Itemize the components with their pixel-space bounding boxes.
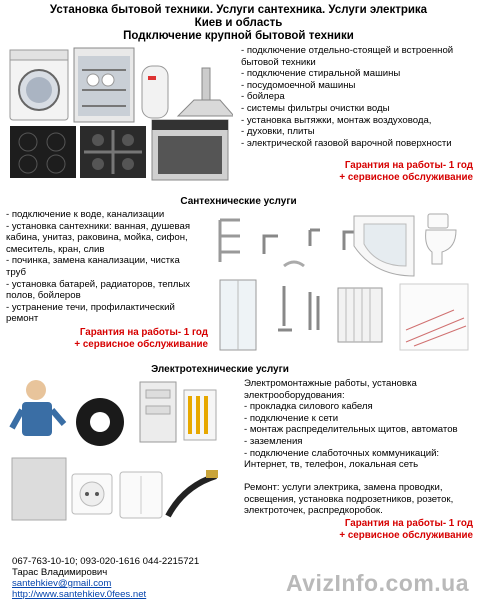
faucet-icon	[264, 230, 354, 266]
website-link[interactable]: http://www.santehkiev.0fees.net	[12, 589, 147, 600]
cable-coil-icon	[76, 398, 124, 446]
service-text: + сервисное обслуживание	[339, 529, 473, 541]
list-item: - устранение течи, профилактический	[6, 301, 175, 313]
socket-icon	[12, 458, 112, 520]
list-item: освещения, установка подрозетников, розеток,	[244, 493, 454, 505]
ceramic-cooktop-icon	[10, 126, 76, 178]
radiator-icon	[338, 288, 382, 342]
phone-numbers: 067-763-10-10; 093-020-1616 044-2215721	[12, 556, 200, 567]
watermark-logo: AvizInfo.com.ua	[286, 570, 469, 596]
list-item: труб	[6, 266, 27, 278]
contact-block	[12, 556, 199, 600]
plumbing-warranty	[6, 327, 208, 350]
list-item: Ремонт: услуги электрика, замена проводки,	[244, 482, 443, 493]
electric-warranty	[339, 518, 473, 541]
toilet-icon	[426, 214, 456, 264]
list-item: - починка, замена канализации, чистка	[6, 255, 180, 267]
washing-machine-icon	[10, 50, 68, 120]
list-item: смеситель, кран, слив	[6, 243, 105, 255]
list-item: - установка батарей, радиаторов, теплых	[6, 278, 191, 290]
list-item: - бойлера	[241, 91, 285, 103]
list-item: - электрической газовой варочной поверхности	[241, 137, 452, 149]
warranty-text: Гарантия на работы- 1 год	[344, 518, 473, 529]
list-item: полов, бойлеров	[6, 290, 81, 302]
list-item: - духовки, плиты	[241, 126, 315, 138]
gas-hob-icon	[80, 126, 146, 178]
list-item: бытовой техники	[241, 56, 316, 68]
electric-photo-collage	[8, 376, 220, 526]
email-link[interactable]: santehkiev@gmail.com	[12, 578, 112, 589]
electric-section-title: Электротехнические услуги	[151, 364, 289, 375]
list-item: электроточек, распредкоробок.	[244, 505, 383, 517]
list-item: - монтаж распределительных щитов, автоматов	[244, 424, 458, 436]
list-item: - установка сантехники: ванная, душевая	[6, 220, 191, 232]
plumbing-photo-collage	[214, 206, 472, 356]
list-item: - прокладка силового кабеля	[244, 401, 373, 413]
region-subtitle: Киев и область	[194, 17, 283, 29]
list-item: - подключение к воде, канализации	[6, 209, 165, 220]
dishwasher-icon	[74, 48, 134, 122]
appliances-warranty	[339, 160, 473, 183]
list-item: - посудомоечной машины	[241, 79, 356, 91]
shower-cabin-icon	[220, 280, 256, 350]
contact-name: Тарас Владимирович	[12, 567, 108, 578]
list-item: - установка вытяжки, монтаж воздуховода,	[241, 114, 432, 126]
coax-cable-icon	[168, 470, 218, 516]
appliances-photo-collage	[8, 46, 233, 181]
list-item: - заземления	[244, 435, 303, 447]
circuit-breakers-icon	[184, 390, 216, 440]
light-switch-icon	[120, 472, 162, 518]
appliances-section-title: Подключение крупной бытовой техники	[123, 30, 354, 42]
boiler-icon	[142, 66, 168, 118]
list-item: - подключение к сети	[244, 412, 339, 424]
plumbing-section-title: Сантехнические услуги	[180, 196, 297, 207]
list-item: электрооборудования:	[244, 389, 345, 401]
list-item: ремонт	[6, 313, 39, 325]
electric-repair-text	[244, 482, 453, 517]
distribution-board-icon	[140, 382, 176, 442]
range-hood-icon	[178, 68, 233, 116]
towel-warmer-icon	[220, 220, 240, 262]
list-item: Электромонтажные работы, установка	[244, 378, 417, 389]
warranty-text: Гарантия на работы- 1 год	[344, 160, 473, 171]
appliances-service-list	[241, 45, 453, 149]
oven-icon	[152, 120, 228, 180]
heated-floor-icon	[400, 284, 468, 350]
list-item: кабина, унитаз, раковина, мойка, сифон,	[6, 232, 188, 244]
shower-mixer-icon	[278, 286, 318, 330]
list-item: - подключение отдельно-стоящей и встроенной	[241, 45, 454, 56]
page-title: Установка бытовой техники. Услуги сантехника. Услуги электрика	[49, 4, 428, 16]
plumbing-service-list	[6, 209, 190, 325]
bathtub-icon	[354, 216, 414, 276]
list-item: Интернет, тв, телефон, локальная сеть	[244, 459, 419, 471]
list-item: - подключение стиральной машины	[241, 68, 401, 80]
list-item: - системы фильтры очистки воды	[241, 102, 390, 114]
electric-service-list	[244, 378, 458, 471]
service-text: + сервисное обслуживание	[74, 338, 208, 350]
electrician-icon	[12, 380, 64, 436]
list-item: - подключение слаботочных коммуникаций:	[244, 447, 440, 459]
warranty-text: Гарантия на работы- 1 год	[79, 327, 208, 338]
service-text: + сервисное обслуживание	[339, 171, 473, 183]
